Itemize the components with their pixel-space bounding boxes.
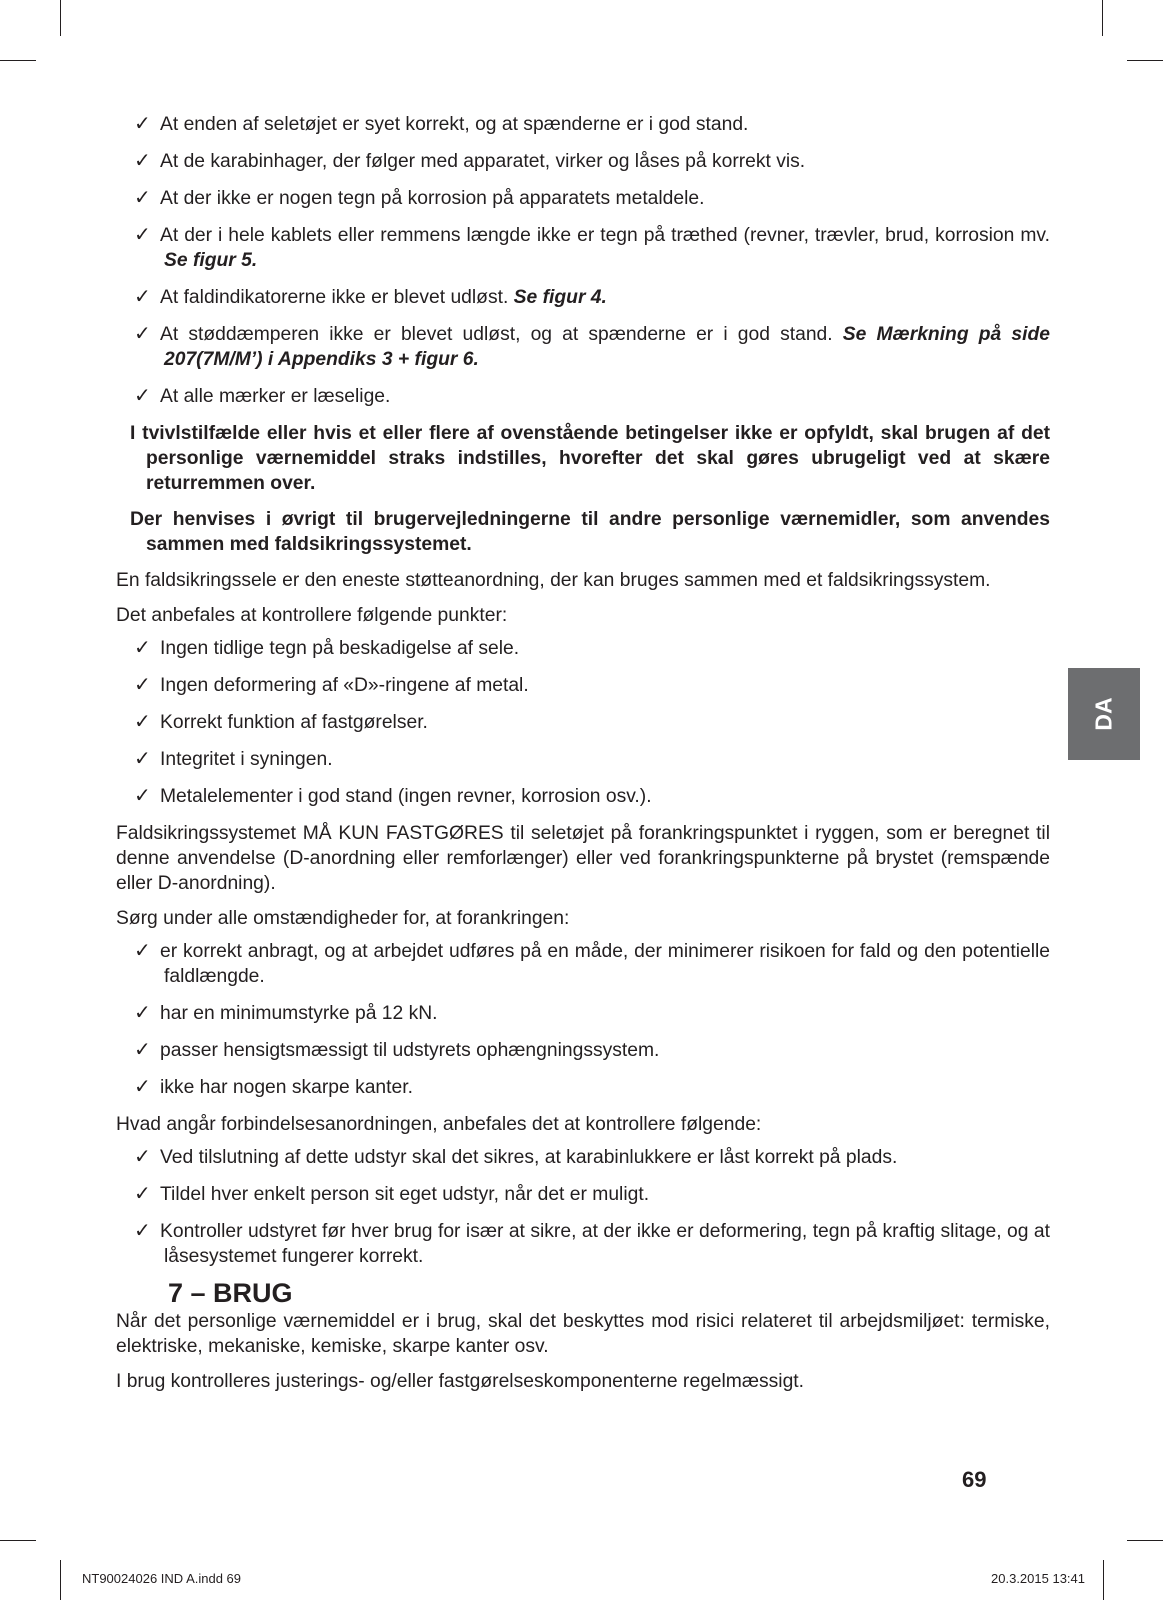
connector-checklist — [116, 1145, 1050, 1269]
check-icon: ✓ — [134, 940, 151, 962]
list-item: ✓ Ingen tidlige tegn på beskadigelse af sele. — [134, 637, 520, 659]
list-item: ✓ At der ikke er nogen tegn på korrosion på apparatets metaldele. — [134, 187, 705, 209]
list-item: ✓ At alle mærker er læselige. — [134, 385, 391, 407]
check-icon: ✓ — [134, 1146, 151, 1168]
check-icon: ✓ — [134, 1183, 151, 1205]
list-item: ✓ At støddæmperen ikke er blevet udløst, og at spænderne er i god stand. Se Mærkning på side 207(7M/M’) i Appendiks 3 + figur 6. — [134, 323, 1050, 370]
list-item: ✓ Ingen deformering af «D»-ringene af metal. — [134, 674, 529, 696]
check-icon: ✓ — [134, 1220, 151, 1242]
check-icon: ✓ — [134, 637, 151, 659]
crop-mark — [0, 60, 36, 61]
check-icon: ✓ — [134, 748, 151, 770]
list-item: ✓ har en minimumstyrke på 12 kN. — [134, 1002, 438, 1024]
list-item: ✓ At der i hele kablets eller remmens længde ikke er tegn på træthed (revner, trævler, brud, korrosion mv. Se figur 5. — [134, 224, 1050, 271]
section-heading: 7 – BRUG — [168, 1278, 293, 1308]
crop-mark — [1127, 60, 1163, 61]
notice-paragraph: Der henvises i øvrigt til brugervejledningerne til andre personlige værnemidler, som anvendes sammen med faldsikringssystemet. — [130, 509, 1050, 555]
list-item: ✓ At faldindikatorerne ikke er blevet udløst. Se figur 4. — [134, 286, 607, 308]
list-item: ✓ At enden af seletøjet er syet korrekt, og at spænderne er i god stand. — [134, 113, 749, 135]
body-paragraph: Det anbefales at kontrollere følgende punkter: — [116, 605, 508, 626]
anchor-checklist — [116, 939, 1050, 1100]
body-paragraph: I brug kontrolleres justerings- og/eller fastgørelseskomponenterne regelmæssigt. — [116, 1371, 805, 1392]
figure-reference: Se figur 5. — [164, 250, 258, 271]
crop-mark — [1102, 0, 1103, 36]
check-icon: ✓ — [134, 286, 151, 308]
list-item: ✓ passer hensigtsmæssigt til udstyrets ophængningssystem. — [134, 1039, 660, 1061]
check-icon: ✓ — [134, 1002, 151, 1024]
check-icon: ✓ — [134, 711, 151, 733]
page-body — [116, 112, 1050, 1404]
body-paragraph: Faldsikringssystemet MÅ KUN FASTGØRES til seletøjet på forankringspunktet i ryggen, som er beregnet til denne anvendelse (D-anordning eller remforlænger) eller ved forankringspunkterne på brystet (remspænde eller D-anordning). — [116, 823, 1050, 894]
footer-file-name: NT90024026 IND A.indd 69 — [82, 1571, 241, 1586]
language-tab-label: DA — [1090, 697, 1117, 731]
check-icon: ✓ — [134, 113, 151, 135]
check-icon: ✓ — [134, 385, 151, 407]
language-tab — [1068, 668, 1140, 760]
check-icon: ✓ — [134, 1076, 151, 1098]
page-number: 69 — [962, 1467, 987, 1492]
crop-mark — [1127, 1540, 1163, 1541]
check-icon: ✓ — [134, 1039, 151, 1061]
check-icon: ✓ — [134, 187, 151, 209]
list-item: ✓ Korrekt funktion af fastgørelser. — [134, 711, 428, 733]
check-icon: ✓ — [134, 150, 151, 172]
crop-mark — [60, 0, 61, 36]
list-item: ✓ Kontroller udstyret før hver brug for især at sikre, at der ikke er deformering, tegn på kraftig slitage, og at låsesystemet fungerer korrekt. — [134, 1220, 1050, 1267]
list-item: ✓ At de karabinhager, der følger med apparatet, virker og låses på korrekt vis. — [134, 150, 806, 172]
footer-timestamp: 20.3.2015 13:41 — [991, 1571, 1085, 1586]
warning-paragraph: I tvivlstilfælde eller hvis et eller flere af ovenstående betingelser ikke er opfyldt, skal brugen af det personlige værnemiddel straks indstilles, hvorefter det skal gøres ubrugeligt ved at skære returremmen over. — [130, 423, 1050, 494]
harness-checklist — [116, 636, 1050, 809]
figure-reference: Se figur 4. — [513, 287, 607, 308]
body-paragraph: Når det personlige værnemiddel er i brug, skal det beskyttes mod risici relateret til arbejdsmiljøet: termiske, elektriske, mekaniske, kemiske, skarpe kanter osv. — [116, 1311, 1050, 1357]
list-item: ✓ ikke har nogen skarpe kanter. — [134, 1076, 413, 1098]
body-paragraph: Sørg under alle omstændigheder for, at forankringen: — [116, 908, 570, 929]
crop-mark — [0, 1540, 36, 1541]
body-paragraph: En faldsikringssele er den eneste støtteanordning, der kan bruges sammen med et faldsikringssystem. — [116, 570, 991, 591]
figure-reference: Se Mærkning på side 207(7M/M’) i Appendiks 3 + figur 6. — [164, 324, 1050, 370]
list-item: ✓ Integritet i syningen. — [134, 748, 333, 770]
body-paragraph: Hvad angår forbindelsesanordningen, anbefales det at kontrollere følgende: — [116, 1114, 762, 1135]
list-item: ✓ Ved tilslutning af dette udstyr skal det sikres, at karabinlukkere er låst korrekt på plads. — [134, 1146, 898, 1168]
check-icon: ✓ — [134, 323, 151, 345]
list-item: ✓ Metalelementer i god stand (ingen revner, korrosion osv.). — [134, 785, 652, 807]
top-checklist — [116, 112, 1050, 409]
list-item: ✓ er korrekt anbragt, og at arbejdet udføres på en måde, der minimerer risikoen for fald og den potentielle faldlængde. — [134, 940, 1050, 987]
check-icon: ✓ — [134, 674, 151, 696]
check-icon: ✓ — [134, 785, 151, 807]
check-icon: ✓ — [134, 224, 151, 246]
list-item: ✓ Tildel hver enkelt person sit eget udstyr, når det er muligt. — [134, 1183, 650, 1205]
